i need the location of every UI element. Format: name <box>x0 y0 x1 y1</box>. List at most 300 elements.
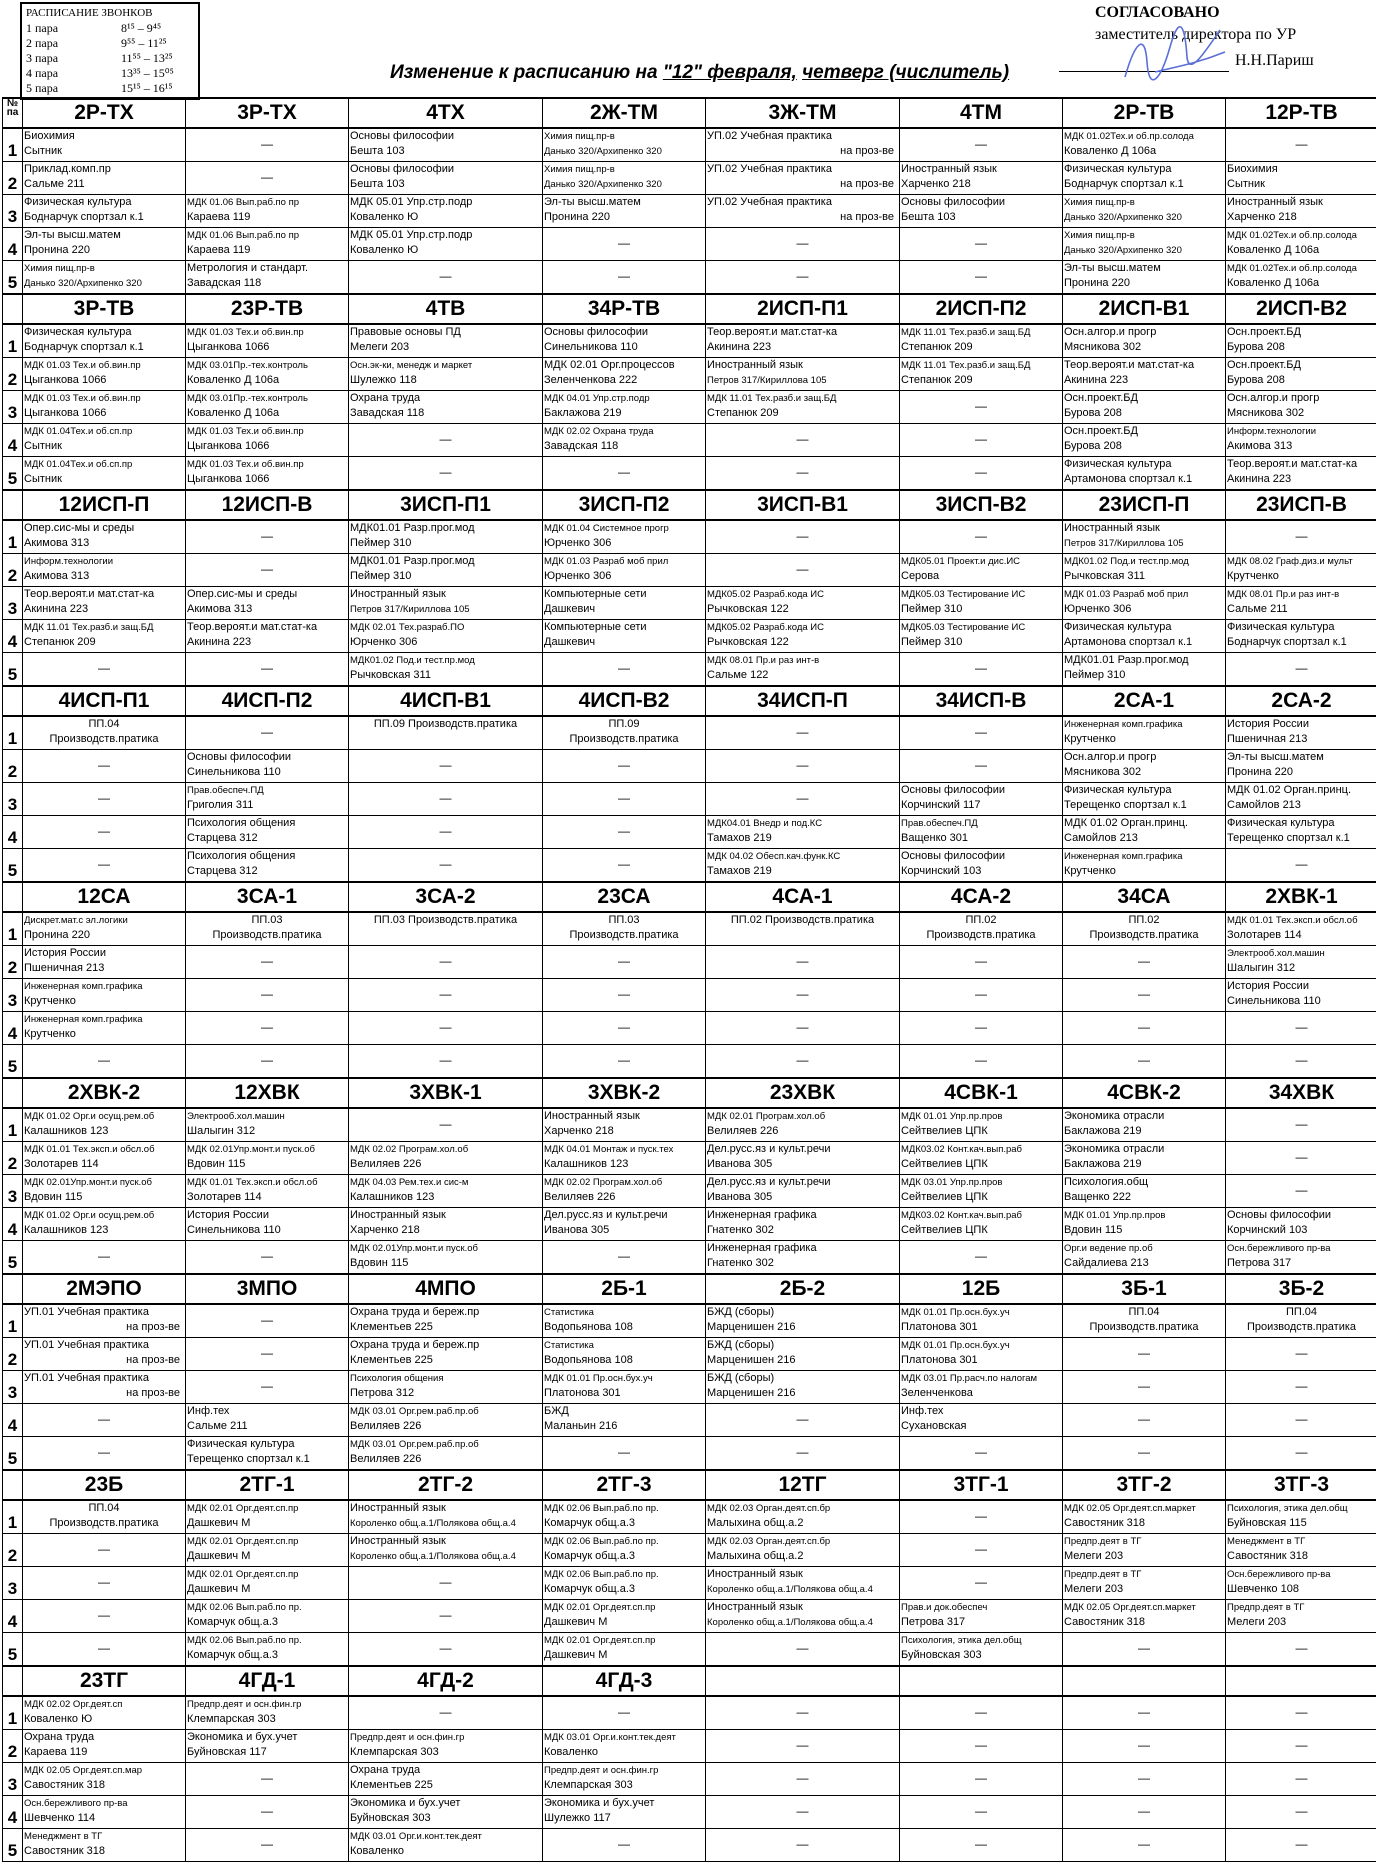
subject-text: Осн.бережливого пр-ва <box>1227 1243 1331 1254</box>
group-name: 2ИСП-П2 <box>900 294 1063 324</box>
teacher-room-text: Клементьев 225 <box>350 1321 433 1333</box>
lesson-cell <box>186 1696 349 1730</box>
pair-number: 4 <box>3 1796 23 1829</box>
empty-dash: — <box>1295 1117 1308 1131</box>
pair-number: 3 <box>3 1371 23 1404</box>
lesson-cell <box>186 554 349 587</box>
subject-text: МДК 03.01 Орг.рем.раб.пр.об <box>350 1406 479 1417</box>
subject-text: МДК01.01 Разр.прог.мод <box>1064 654 1189 666</box>
lesson-cell <box>1063 1208 1226 1241</box>
teacher-room-text: Серова <box>901 570 940 582</box>
subject-text: МДК 02.01 Орг.деят.сп.пр <box>187 1536 299 1547</box>
lesson-cell <box>900 1829 1063 1862</box>
empty-dash: — <box>261 529 273 543</box>
lesson-cell <box>23 912 186 946</box>
lesson-cell <box>1226 358 1376 391</box>
lesson-cell <box>1063 324 1226 358</box>
lesson-cell <box>1226 1142 1376 1175</box>
bell-time: 15¹⁵ – 16¹⁵ <box>121 81 173 95</box>
group-name: 4ТХ <box>349 98 543 128</box>
teacher-room-text: Сейтвелиев ЦПК <box>901 1224 988 1236</box>
subject-text: Предпр.деят и осн.фин.гр <box>187 1699 302 1710</box>
lesson-cell <box>349 1371 543 1404</box>
lesson-cell <box>186 457 349 491</box>
bell-pair: 1 пара <box>26 21 59 35</box>
lesson-cell <box>1063 979 1226 1012</box>
group-name: 2СА-2 <box>1226 686 1376 716</box>
lesson-cell <box>543 1567 706 1600</box>
empty-dash: — <box>439 1705 452 1719</box>
group-name: 3СА-2 <box>349 882 543 912</box>
empty-dash: — <box>796 758 809 772</box>
teacher-room-text: Караева 119 <box>187 244 251 256</box>
lesson-cell <box>23 1696 186 1730</box>
subject-text: Инженерная комп.графика <box>24 1014 143 1025</box>
bell-row <box>26 36 194 51</box>
group-name: 2Р-ТВ <box>1063 98 1226 128</box>
empty-dash: — <box>1138 1379 1150 1393</box>
empty-dash: — <box>618 758 630 772</box>
bell-schedule <box>20 2 200 100</box>
lesson-cell <box>349 1763 543 1796</box>
bell-time: 9⁵⁵ – 11²⁵ <box>121 36 167 50</box>
subject-text: Инженерная графика <box>707 1209 817 1221</box>
lesson-cell <box>900 1371 1063 1404</box>
schedule-table <box>2 97 1376 1862</box>
teacher-room-text: на проз-ве <box>840 145 894 157</box>
group-name: 3ТГ-3 <box>1226 1470 1376 1500</box>
teacher-room-text: Тамахов 219 <box>707 832 772 844</box>
subject-text: Орг.и ведение пр.об <box>1064 1243 1153 1254</box>
subject-text: Основы философии <box>901 784 1005 796</box>
lesson-cell <box>23 653 186 687</box>
lesson-cell <box>186 587 349 620</box>
teacher-room-text: Акимова 313 <box>187 603 253 615</box>
teacher-room-text: Мясникова 302 <box>1227 407 1305 419</box>
subject-text: МДК03.02 Конт.кач.вып.раб <box>901 1144 1022 1155</box>
lesson-cell <box>543 1534 706 1567</box>
teacher-room-text: Производств.пратика <box>1089 1321 1199 1333</box>
teacher-room-text: Золотарев 114 <box>24 1158 99 1170</box>
teacher-room-text: Комарчук общ.а.3 <box>187 1616 278 1628</box>
pair-number: 2 <box>3 554 23 587</box>
lesson-cell <box>900 1108 1063 1142</box>
lesson-cell <box>1063 162 1226 195</box>
teacher-room-text: Петров 317/Кириллова 105 <box>707 375 827 386</box>
empty-dash: — <box>975 661 987 675</box>
lesson-cell <box>349 816 543 849</box>
group-name: 23СА <box>543 882 706 912</box>
group-name <box>706 1666 900 1696</box>
pair-number: 4 <box>3 228 23 261</box>
subject-text: Дискрет.мат.с эл.логики <box>24 915 128 926</box>
teacher-room-text: Сейтвелиев ЦПК <box>901 1125 988 1137</box>
lesson-cell <box>900 979 1063 1012</box>
lesson-cell <box>706 1108 900 1142</box>
empty-dash: — <box>1138 1705 1150 1719</box>
lesson-cell <box>1063 946 1226 979</box>
subject-text: Химия пищ.пр-в <box>544 131 615 142</box>
lesson-cell <box>1063 1404 1226 1437</box>
subject-text: Иностранный язык <box>544 1110 640 1122</box>
title-prefix: Изменение к расписанию на <box>390 62 658 83</box>
pair-number: 4 <box>3 1404 23 1437</box>
empty-dash: — <box>618 954 630 968</box>
lesson-cell <box>186 620 349 653</box>
lesson-cell <box>1063 424 1226 457</box>
empty-dash: — <box>1295 1379 1308 1393</box>
teacher-room-text: Юрченко 306 <box>350 636 418 648</box>
teacher-room-text: Петрова 317 <box>1227 1257 1292 1269</box>
teacher-room-text: Клемпарская 303 <box>544 1779 633 1791</box>
subject-text: ПП.04 <box>88 718 120 730</box>
teacher-room-text: Акинина 223 <box>1064 374 1129 386</box>
group-name <box>1063 1666 1226 1696</box>
lesson-cell <box>1226 1534 1376 1567</box>
subject-text: Физическая культура <box>24 196 132 208</box>
subject-text: Предпр.деят в ТГ <box>1064 1536 1142 1547</box>
empty-dash: — <box>261 1020 273 1034</box>
subject-text: Основы философии <box>350 163 454 175</box>
empty-dash: — <box>98 1542 110 1556</box>
lesson-cell <box>543 620 706 653</box>
teacher-room-text: Ващенко 301 <box>901 832 969 844</box>
empty-dash: — <box>1138 1771 1150 1785</box>
subject-text: МДК 01.06 Вып.раб.по пр <box>187 230 300 241</box>
lesson-cell <box>23 849 186 883</box>
subject-text: Эл-ты высш.матем <box>1064 262 1161 274</box>
teacher-room-text: на проз-ве <box>126 1354 180 1366</box>
empty-dash: — <box>98 824 110 838</box>
lesson-cell <box>543 1437 706 1471</box>
lesson-cell <box>1226 1012 1376 1045</box>
teacher-room-text: Дашкевич М <box>187 1517 251 1529</box>
lesson-cell <box>1226 1304 1376 1338</box>
lesson-cell <box>706 653 900 687</box>
lesson-cell <box>186 424 349 457</box>
pair-number: 3 <box>3 587 23 620</box>
group-name: 2ХВК-1 <box>1226 882 1376 912</box>
lesson-cell <box>23 261 186 295</box>
lesson-cell <box>1063 1534 1226 1567</box>
subject-text: Осн.бережливого пр-ва <box>24 1798 128 1809</box>
lesson-cell <box>1063 128 1226 162</box>
teacher-room-text: Савостяник 318 <box>1064 1616 1145 1628</box>
lesson-cell <box>706 195 900 228</box>
lesson-cell <box>349 1600 543 1633</box>
empty-dash: — <box>261 661 273 675</box>
empty-dash: — <box>975 137 987 151</box>
pair-number: 4 <box>3 424 23 457</box>
subject-text: МДК 03.01 Упр.пр.пров <box>901 1177 1003 1188</box>
teacher-room-text: Комарчук общ.а.3 <box>187 1649 278 1661</box>
teacher-room-text: Коваленко <box>350 1845 405 1857</box>
empty-dash: — <box>1138 954 1150 968</box>
lesson-cell <box>23 1241 186 1275</box>
lesson-cell <box>186 1763 349 1796</box>
lesson-cell <box>23 554 186 587</box>
group-name: 12Б <box>900 1274 1063 1304</box>
lesson-cell <box>543 228 706 261</box>
empty-dash: — <box>975 236 987 250</box>
subject-text: МДК 02.06 Вып.раб.по пр. <box>544 1569 659 1580</box>
teacher-room-text: Буйновская 115 <box>1227 1517 1307 1529</box>
group-name: 2Р-ТХ <box>23 98 186 128</box>
lesson-cell <box>1226 783 1376 816</box>
lesson-cell <box>1226 946 1376 979</box>
empty-dash: — <box>975 1575 987 1589</box>
empty-dash: — <box>1138 1738 1150 1752</box>
group-name: 4СА-2 <box>900 882 1063 912</box>
empty-dash: — <box>261 987 273 1001</box>
subject-text: Экономика и бух.учет <box>187 1731 298 1743</box>
group-name: 4МПО <box>349 1274 543 1304</box>
subject-text: МДК 01.03 Разраб моб прил <box>544 556 669 567</box>
empty-dash: — <box>796 725 809 739</box>
subject-text: Иностранный язык <box>707 359 803 371</box>
lesson-cell <box>349 1437 543 1471</box>
lesson-cell <box>1226 424 1376 457</box>
lesson-cell <box>1226 1045 1376 1079</box>
teacher-room-text: Пронина 220 <box>1227 766 1293 778</box>
subject-text: ПП.09 Производств.пратика <box>373 718 518 730</box>
lesson-cell <box>186 1241 349 1275</box>
subject-text: МДК 02.01 Орг.процессов <box>544 359 675 371</box>
subject-text: Эл-ты высш.матем <box>544 196 641 208</box>
lesson-cell <box>900 457 1063 491</box>
lesson-cell <box>1226 162 1376 195</box>
empty-dash: — <box>975 1705 987 1719</box>
lesson-cell <box>706 1012 900 1045</box>
lesson-cell <box>706 1142 900 1175</box>
lesson-cell <box>543 912 706 946</box>
lesson-cell <box>1226 1829 1376 1862</box>
lesson-cell <box>900 162 1063 195</box>
subject-text: Осн.алгор.и прогр <box>1064 326 1157 338</box>
subject-text: МДК01.01 Разр.прог.мод <box>350 522 475 534</box>
teacher-room-text: Боднарчук спортзал к.1 <box>24 211 144 223</box>
lesson-cell <box>900 816 1063 849</box>
teacher-room-text: Рычковская 311 <box>1064 570 1145 582</box>
subject-text: Основы философии <box>544 326 648 338</box>
teacher-room-text: Харченко 218 <box>350 1224 420 1236</box>
teacher-room-text: Вдовин 115 <box>187 1158 246 1170</box>
teacher-room-text: Терещенко спортзал к.1 <box>187 1453 310 1465</box>
lesson-cell <box>706 620 900 653</box>
subject-text: МДК 01.03 Тех.и об.вин.пр <box>24 360 141 371</box>
subject-text: МДК 01.04 Системное прогр <box>544 523 669 534</box>
lesson-row <box>3 1763 1376 1796</box>
lesson-cell <box>1226 228 1376 261</box>
subject-text: Физическая культура <box>1064 784 1172 796</box>
lesson-cell <box>706 849 900 883</box>
lesson-cell <box>900 750 1063 783</box>
subject-text: ПП.02 Производств.пратика <box>730 914 875 926</box>
lesson-cell <box>23 1175 186 1208</box>
lesson-cell <box>23 946 186 979</box>
teacher-room-text: Пеймер 310 <box>350 570 412 582</box>
subject-text: МДК 03.01Пр.-тех.контроль <box>187 393 308 404</box>
lesson-cell <box>900 1633 1063 1667</box>
subject-text: Физическая культура <box>1064 458 1172 470</box>
subject-text: Охрана труда и береж.пр <box>350 1306 480 1318</box>
empty-dash: — <box>975 1249 987 1263</box>
lesson-cell <box>706 1175 900 1208</box>
lesson-row <box>3 979 1376 1012</box>
pair-number: 4 <box>3 816 23 849</box>
teacher-room-text: Сальме 211 <box>1227 603 1288 615</box>
lesson-cell <box>186 162 349 195</box>
lesson-cell <box>543 195 706 228</box>
lesson-cell <box>349 1404 543 1437</box>
subject-text: Охрана труда <box>24 1731 95 1743</box>
subject-text: Осн.алгор.и прогр <box>1227 392 1320 404</box>
lesson-cell <box>706 1633 900 1667</box>
handwritten-signature <box>1115 22 1235 92</box>
empty-dash: — <box>796 1804 809 1818</box>
empty-dash: — <box>796 529 809 543</box>
subject-text: Основы философии <box>350 130 454 142</box>
page-title <box>390 62 1009 84</box>
lesson-row <box>3 1796 1376 1829</box>
subject-text: Инф.тех <box>901 1405 944 1417</box>
lesson-cell <box>349 1304 543 1338</box>
subject-text: МДК 02.06 Вып.раб.по пр. <box>187 1635 302 1646</box>
lesson-cell <box>186 1175 349 1208</box>
subject-text: Эл-ты высш.матем <box>1227 751 1324 763</box>
teacher-room-text: Мелеги 203 <box>1064 1550 1124 1562</box>
lesson-cell <box>1063 750 1226 783</box>
subject-text: Психология, этика дел.общ <box>1227 1503 1348 1514</box>
lesson-cell <box>706 1730 900 1763</box>
teacher-room-text: Коваленко Д 106а <box>187 374 280 386</box>
subject-text: Эл-ты высш.матем <box>24 229 121 241</box>
empty-dash: — <box>1138 1641 1150 1655</box>
empty-dash: — <box>1295 1412 1308 1426</box>
subject-text: Инженерная комп.графика <box>24 981 143 992</box>
lesson-cell <box>543 1175 706 1208</box>
teacher-room-text: Самойлов 213 <box>1227 799 1301 811</box>
subject-text: МДК 01.02 Орг.и осущ.рем.об <box>24 1111 155 1122</box>
teacher-room-text: Велиляев 226 <box>350 1453 422 1465</box>
pair-number: 3 <box>3 1763 23 1796</box>
teacher-room-text: Коваленко Ю <box>350 244 419 256</box>
lesson-row <box>3 912 1376 946</box>
approver-name: Н.Н.Париш <box>1235 52 1314 69</box>
subject-text: Дел.русс.яз и культ.речи <box>544 1209 668 1221</box>
teacher-room-text: Вдовин 115 <box>24 1191 83 1203</box>
subject-text: МДК01.01 Разр.прог.мод <box>350 555 475 567</box>
subject-text: Электрооб.хол.машин <box>187 1111 285 1122</box>
subject-text: МДК 01.03 Тех.и об.вин.пр <box>187 459 304 470</box>
lesson-cell <box>706 457 900 491</box>
lesson-cell <box>1063 1730 1226 1763</box>
teacher-room-text: Степанюк 209 <box>24 636 96 648</box>
lesson-cell <box>543 587 706 620</box>
lesson-cell <box>349 1108 543 1142</box>
empty-dash: — <box>439 857 452 871</box>
lesson-cell <box>543 750 706 783</box>
empty-dash: — <box>439 758 452 772</box>
teacher-room-text: Сальме 211 <box>187 1420 248 1432</box>
teacher-room-text: Буйновская 303 <box>350 1812 431 1824</box>
empty-dash: — <box>796 432 809 446</box>
empty-dash: — <box>439 791 452 805</box>
lesson-row <box>3 1829 1376 1862</box>
subject-text: МДК 05.01 Упр.стр.подр <box>350 196 473 208</box>
teacher-room-text: Малыхина общ.а.2 <box>707 1517 804 1529</box>
teacher-room-text: Водопьянова 108 <box>544 1354 633 1366</box>
empty-dash: — <box>1295 1020 1308 1034</box>
lesson-cell <box>1063 261 1226 295</box>
empty-dash: — <box>1138 1020 1150 1034</box>
subject-text: МДК 01.02 Орган.принц. <box>1227 784 1352 796</box>
empty-dash: — <box>261 1837 273 1851</box>
group-name: 4ИСП-П1 <box>23 686 186 716</box>
lesson-cell <box>706 1696 900 1730</box>
subject-text: МДК 04.03 Рем.тех.и сис-м <box>350 1177 469 1188</box>
teacher-room-text: Гнатенко 302 <box>707 1224 774 1236</box>
lesson-cell <box>23 1500 186 1534</box>
teacher-room-text: Григолия 311 <box>187 799 254 811</box>
lesson-cell <box>543 1600 706 1633</box>
pair-number: 1 <box>3 1304 23 1338</box>
lesson-cell <box>1226 816 1376 849</box>
title-date: "12" февраля, <box>662 62 797 83</box>
teacher-room-text: Артамонова спортзал к.1 <box>1064 473 1193 485</box>
teacher-room-text: Платонова 301 <box>901 1354 978 1366</box>
teacher-room-text: Велиляев 226 <box>350 1158 422 1170</box>
lesson-cell <box>1226 750 1376 783</box>
pair-number: 1 <box>3 912 23 946</box>
subject-text: ПП.03 Производств.пратика <box>373 914 518 926</box>
subject-text: Основы философии <box>187 751 291 763</box>
teacher-room-text: Корчинский 103 <box>1227 1224 1308 1236</box>
subject-text: Предпр.деят и осн.фин.гр <box>544 1765 659 1776</box>
lesson-cell <box>186 1404 349 1437</box>
teacher-room-text: Гнатенко 302 <box>707 1257 774 1269</box>
empty-dash: — <box>1295 857 1308 871</box>
teacher-room-text: Сытник <box>24 440 62 452</box>
subject-text: Теор.вероят.и мат.стат-ка <box>187 621 318 633</box>
subject-text: Статистика <box>544 1340 594 1351</box>
lesson-cell <box>900 1338 1063 1371</box>
subject-text: Химия пищ.пр-в <box>1064 230 1135 241</box>
lesson-cell <box>706 1600 900 1633</box>
empty-dash: — <box>261 1771 273 1785</box>
lesson-cell <box>706 554 900 587</box>
empty-dash: — <box>1295 1445 1308 1459</box>
lesson-cell <box>706 424 900 457</box>
lesson-cell <box>349 620 543 653</box>
teacher-room-text: Старцева 312 <box>187 832 258 844</box>
subject-text: МДК 02.03 Орган.деят.сп.бр <box>707 1536 831 1547</box>
lesson-cell <box>349 1208 543 1241</box>
lesson-cell <box>543 979 706 1012</box>
empty-dash: — <box>439 1117 452 1131</box>
group-name: 4СВК-2 <box>1063 1078 1226 1108</box>
subject-text: МДК 02.01 Орг.деят.сп.пр <box>187 1569 299 1580</box>
subject-text: МДК 02.06 Вып.раб.по пр. <box>544 1536 659 1547</box>
lesson-cell <box>543 1012 706 1045</box>
lesson-cell <box>1226 620 1376 653</box>
lesson-cell <box>186 1142 349 1175</box>
empty-dash: — <box>261 1313 273 1327</box>
teacher-room-text: Караева 119 <box>24 1746 88 1758</box>
lesson-cell <box>1226 1500 1376 1534</box>
subject-text: Компьютерные сети <box>544 621 647 633</box>
subject-text: МДК05.02 Разраб.кода ИС <box>707 622 824 633</box>
